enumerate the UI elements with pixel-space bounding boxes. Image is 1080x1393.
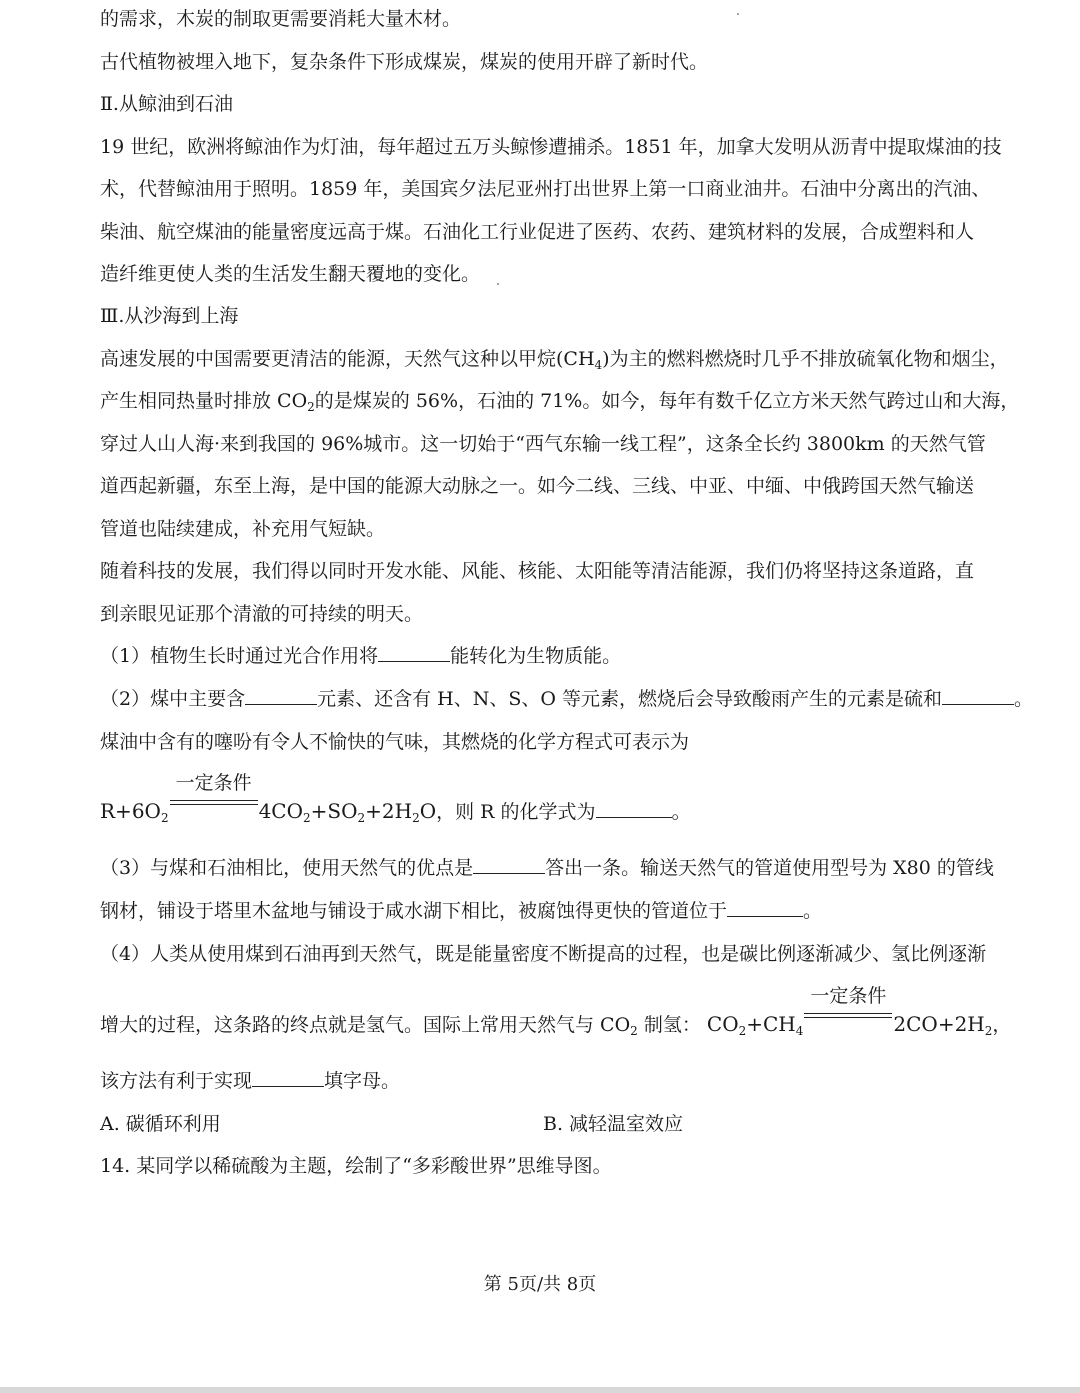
page-number: 第 5页/共 8页 — [483, 1274, 597, 1295]
question-4: （4）人类从使用煤到石油再到天然气，既是能量密度不断提高的过程，也是碳比例逐渐减少、氢比例逐渐 — [100, 943, 987, 965]
section-heading-3: Ⅲ.从沙海到上海 — [100, 305, 239, 327]
scan-speck — [737, 13, 739, 15]
text-line: 古代植物被埋入地下，复杂条件下形成煤炭，煤炭的使用开辟了新时代。 — [100, 51, 709, 73]
answer-blank[interactable] — [596, 799, 672, 818]
question-14: 14. 某同学以稀硫酸为主题，绘制了“多彩酸世界”思维导图。 — [100, 1155, 612, 1177]
text-line: 管道也陆续建成，补充用气短缺。 — [100, 518, 386, 540]
question-1: （1）植物生长时通过光合作用将 能转化为生物质能。 — [100, 645, 622, 667]
text-line: 的需求，木炭的制取更需要消耗大量木材。 — [100, 8, 462, 30]
question-3: （3）与煤和石油相比，使用天然气的优点是 答出一条。输送天然气的管道使用型号为 X80 的管线 — [100, 857, 994, 879]
answer-blank[interactable] — [252, 1068, 324, 1087]
answer-blank[interactable] — [942, 686, 1014, 705]
text-line: 术，代替鲸油用于照明。1859 年，美国宾夕法尼亚州打出世界上第一口商业油井。石油中分离出的汽油、 — [100, 178, 991, 200]
answer-blank[interactable] — [378, 643, 450, 662]
text-line: 高速发展的中国需要更清洁的能源，天然气这种以甲烷$(CH_4)$为主的燃料燃烧时几乎不排放硫氧化物和烟尘， — [100, 348, 1009, 372]
section-heading-2: Ⅱ.从鲸油到石油 — [100, 93, 233, 115]
chemical-equation-2: $CO_2+CH_4$ 一定条件 $2CO+2H_2$ — [706, 985, 993, 1038]
answer-blank[interactable] — [727, 898, 803, 917]
chemical-equation-1: $R+6O_2$ 一定条件 $4CO_2+SO_2+2H_2O$，则 R 的化学式为 。 — [100, 772, 692, 825]
scan-bottom-edge — [0, 1387, 1080, 1393]
option-b: B. 减轻温室效应 — [543, 1113, 684, 1135]
answer-blank[interactable] — [245, 686, 317, 705]
option-a: A. 碳循环利用 — [100, 1113, 221, 1135]
scan-speck — [497, 283, 499, 285]
text-line: 柴油、航空煤油的能量密度远高于煤。石油化工行业促进了医药、农药、建筑材料的发展，合成塑料和人 — [100, 221, 975, 243]
text-line: 道西起新疆，东至上海，是中国的能源大动脉之一。如今二线、三线、中亚、中缅、中俄跨国天然气输送 — [100, 475, 975, 497]
text-line: 随着科技的发展，我们得以同时开发水能、风能、核能、太阳能等清洁能源，我们仍将坚持这条道路，直 — [100, 560, 975, 582]
reaction-arrow: 一定条件 — [170, 792, 258, 818]
text-line: 穿过人山人海·来到我国的 96%城市。这一切始于“西气东输一线工程”，这条全长约 3800km 的天然气管 — [100, 433, 986, 455]
text-line: 钢材，铺设于塔里木盆地与铺设于咸水湖下相比，被腐蚀得更快的管道位于 。 — [100, 900, 823, 922]
text-line: 增大的过程，这条路的终点就是氢气。国际上常用天然气与 $CO_2$ 制氢： $CO_2+CH_4$ 一定条件 $2CO+2H_2$， — [100, 985, 1012, 1038]
text-line: 19 世纪，欧洲将鲸油作为灯油，每年超过五万头鲸惨遭捕杀。1851 年，加拿大发明从沥青中提取煤油的技 — [100, 136, 1002, 158]
text-line: 造纤维更使人类的生活发生翻天覆地的变化。 — [100, 263, 481, 285]
text-line: 该方法有利于实现 填字母。 — [100, 1070, 401, 1092]
text-line: 到亲眼见证那个清澈的可持续的明天。 — [100, 603, 424, 625]
reaction-arrow: 一定条件 — [804, 1005, 892, 1031]
answer-blank[interactable] — [473, 855, 545, 874]
question-2: （2）煤中主要含 元素、还含有 H、N、S、O 等元素，燃烧后会导致酸雨产生的元素是硫和 。 — [100, 688, 1033, 710]
text-line: 产生相同热量时排放 $CO_2$的是煤炭的 56%，石油的 71%。如今，每年有数千亿立方米天然气跨过山和大海， — [100, 390, 1020, 414]
text-line: 煤油中含有的噻吩有令人不愉快的气味，其燃烧的化学方程式可表示为 — [100, 731, 690, 753]
